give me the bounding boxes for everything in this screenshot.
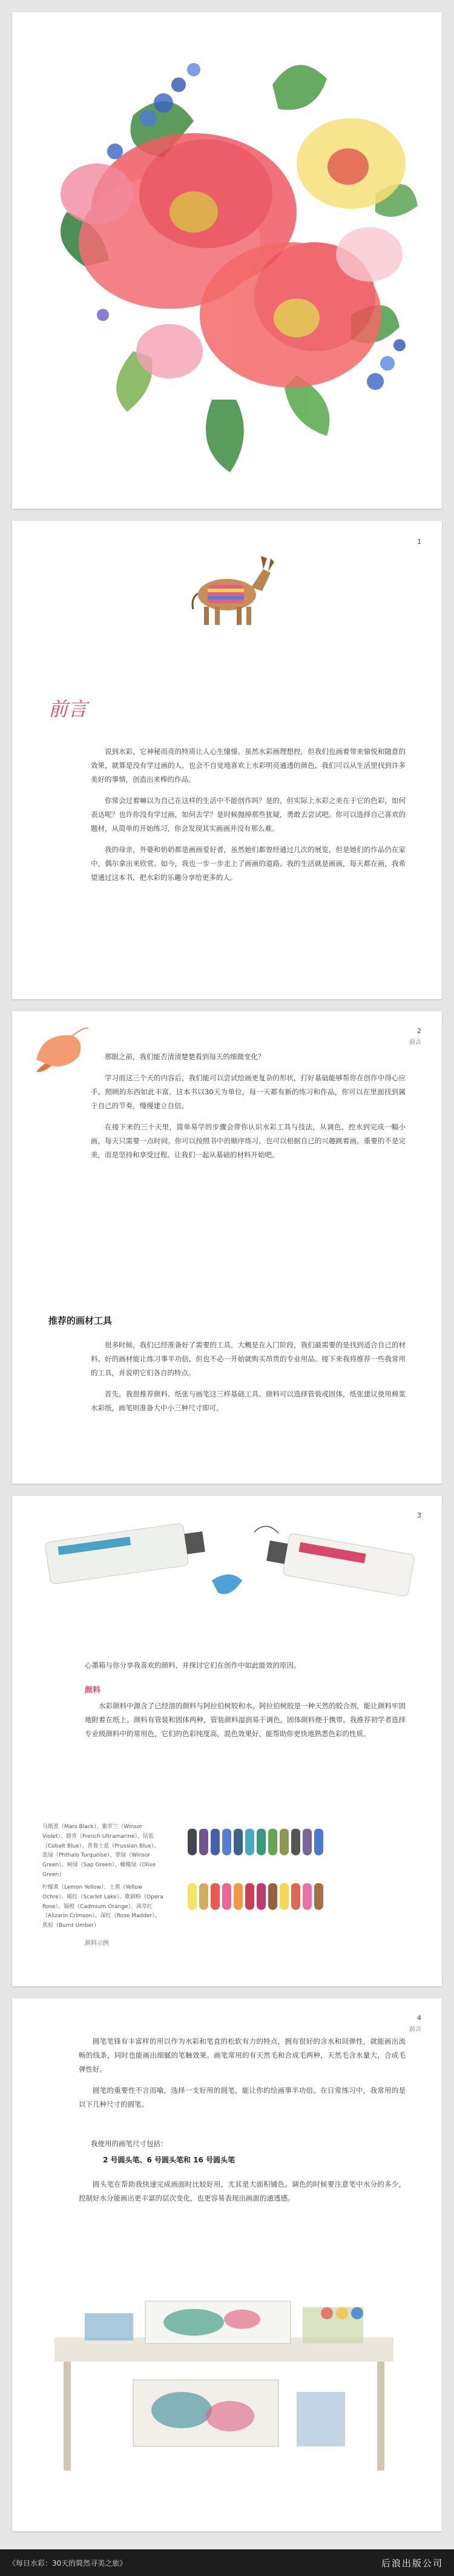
publisher-logo: 后浪出版公司: [381, 2558, 443, 2569]
paragraph: 很多时候，我们已经准备好了需要的工具，大概是在入门阶段，我们最需要的是找到适合自己的材料。好的画材能让练习事半功倍，但也不必一开始就购买昂贵的专业用品。接下来我将推荐一些我常用的工具，并说明它们各自的特点。: [91, 1341, 406, 1377]
color-list-top: 马斯黑（Mars Black）、紫罗兰（Winsor Violet）、群青（French Ultramarine）、钴蓝（Cobalt Blue）、普鲁士蓝（Prussian Blue）、蓝绿（Phthalo Turquoise）、翠绿（Winsor Green）、树绿（Sap Green）、橄榄绿（Olive Green）: [42, 1824, 160, 1878]
footer-bar: [0, 2549, 454, 2576]
floral-illustration: [12, 12, 442, 509]
running-head: 前言: [409, 2026, 421, 2033]
page-brushes: [12, 1998, 442, 2531]
brushes-closing: [79, 2178, 406, 2213]
paint-swatch: [211, 1829, 220, 1855]
paint-swatch: [291, 1829, 300, 1855]
paragraph: 我的母亲，外婆和奶奶都是画画爱好者，虽然她们都曾经通过几次的展览，但是她们的作品仍在家中，偶尔拿出来欣赏。如今，我也一步一步走上了画画的道路。我的生活就是画画，每天都在画，我希望通过这本书，把水彩的乐趣分享给更多的人。: [91, 845, 406, 882]
color-list-bottom: 柠檬黄（Lemon Yellow）、土黄（Yellow Ochre）、暖红（Scarlet Lake）、歌剧粉（Opera Rose）、镉橙（Cadmium Orange）、茜草红（Alizarin Crimson）、深红（Rose Madder）、焦棕（Burnt Umber）: [42, 1884, 163, 1929]
paint-swatch: [188, 1883, 197, 1910]
shrimp-illustration: [24, 1023, 91, 1078]
book-title: 《每日水彩：30天的简然寻美之旅》: [8, 2559, 127, 2568]
paint-swatch: [188, 1829, 197, 1855]
caption: 心墨箱与你分享我喜欢的颜料，并探讨它们在创作中如此能效的原因。: [85, 1661, 301, 1669]
paragraph: 首先，我很推荐颜料、纸张与画笔这三样基础工具。颜料可以选择管装或固体，纸张建议使用棉浆水彩纸，画笔则准备大中小三种尺寸即可。: [91, 1390, 406, 1412]
paint-swatch: [314, 1883, 323, 1910]
page-preface: [12, 521, 442, 999]
page-number: 3: [417, 1511, 421, 1519]
paint-swatch: [199, 1883, 208, 1910]
page-number: 2: [417, 1027, 421, 1035]
paragraph: 水彩颜料中源含了已经溶的颜料与阿拉伯树胶和水。阿拉伯树胶是一种天然的胶合剂，能让颜料牢固地附着在纸上。颜料有管装和固体两种，管装颜料湿润易于调色，固体颜料便于携带。我推荐初学者选择专业级颜料中的常用色，它们的色彩纯度高，混色效果好，能帮助你更快地熟悉色彩的性质。: [85, 1702, 406, 1738]
paint-swatch: [199, 1829, 208, 1855]
paint-swatch: [245, 1829, 254, 1855]
paint-swatch: [303, 1829, 312, 1855]
paint-swatch: [211, 1883, 220, 1910]
page-cover: [12, 12, 442, 509]
paint-swatch: [222, 1829, 231, 1855]
paragraph: 那眼之前，我们能否清清楚楚看到每天的细微变化？: [105, 1052, 265, 1061]
paint-swatch: [257, 1829, 266, 1855]
paint-swatch: [280, 1829, 289, 1855]
preface-body: [91, 745, 406, 892]
figure-caption: 颜料示例: [85, 1940, 109, 1947]
desk-illustration: [12, 2289, 442, 2483]
paint-swatch: [245, 1883, 254, 1910]
paint-swatch: [291, 1883, 300, 1910]
brushes-body: [79, 2035, 406, 2119]
brush-sizes: 2 号圆头笔、6 号圆头笔和 16 号圆头笔: [103, 2156, 235, 2164]
paragraph: 圆笔笔锋有丰富样的用以作为水彩和笔直的松软有力的特点，拥有很好的含水和回弹性，就能画出流畅的线条，同时也能画出细腻的笔触效果。画笔常用的有天然毛和合成毛两种，天然毛含水量大，合成毛弹性好。: [79, 2037, 406, 2073]
paint-swatch: [257, 1883, 266, 1910]
paragraph: 学习而这三个天的内容后，我们能可以尝试绘画更复杂的形状，打好基础能够帮你在创作中得心应手。照顾的东西如此丰富，这本书以30天为单位，每一天都有新的练习和作品，你可以在里面找到属于自己的节奏，慢慢建立自信。: [91, 1074, 406, 1110]
page-number: 4: [417, 2014, 421, 2022]
paragraph: 圆笔的重要性不言而喻，选择一支好用的圆笔，能让你的绘画事半功倍。在日常练习中，我常用的是以下几种尺寸的圆笔。: [79, 2086, 406, 2109]
paint-swatch: [268, 1829, 277, 1855]
paints-body: [85, 1699, 406, 1748]
paint-swatch: [280, 1883, 289, 1910]
paint-swatch: [303, 1883, 312, 1910]
section-title: 推荐的画材工具: [48, 1315, 113, 1326]
paint-tubes-illustration: [12, 1496, 442, 1635]
paragraph: 你常会过着嘛以为自己在这样的生活中不能创作吗？是的，但实际上水彩之美在于它的色彩，如何表达呢？也许你没有学过画，如何去学？是时候抛掉那些犹疑，勇敢去尝试吧。你可以选择自己喜欢的题材，从简单的开始练习，你会发现其实画画并没有那么难。: [91, 796, 406, 833]
paint-swatch: [314, 1829, 323, 1855]
paragraph: 圆头笔在帮助我快速完成画面时比较好用，尤其是大面积铺色。调色的时候要注意笔中水分的多少，控制好水分能画出更丰富的层次变化，也更容易表现出画面的通透感。: [79, 2180, 406, 2202]
donkey-illustration: [179, 551, 275, 630]
paragraph: 在接下来的三十天里，简单易学的步骤会带你认识水彩工具与技法，从调色、控水到完成一幅小画，每天只需要一点时间。你可以按照书中的顺序练习，也可以根据自己的兴趣跳着画。重要的不是完美，而是坚持和享受过程。让我们一起从基础的材料开始吧。: [91, 1123, 406, 1159]
page-paints: [12, 1496, 442, 1986]
running-head: 前言: [409, 1039, 421, 1046]
paint-swatch: [222, 1883, 231, 1910]
bottom-swatch-row: [188, 1883, 323, 1910]
page-number: 1: [417, 538, 421, 546]
brush-list-title: 我使用的画笔尺寸包括：: [91, 2139, 168, 2148]
paragraph: 说到水彩，它神秘而亮的特质让人心生憧憬。虽然水彩画理想控，但我们也画着带来愉悦和随意的效果，就算是没有学过画的人，也会不自觉地喜欢上水彩明亮通透的颜色，我们可以从生活里找到许多美好的事情，创造出来棒的作品。: [91, 747, 406, 784]
paint-swatch: [234, 1883, 243, 1910]
preface-heading: 前言: [48, 698, 88, 721]
tools-intro: [91, 1050, 406, 1169]
tools-section: [91, 1338, 406, 1422]
top-swatch-row: [188, 1829, 323, 1855]
page-tools: [12, 1011, 442, 1484]
paint-swatch: [268, 1883, 277, 1910]
paint-swatch: [234, 1829, 243, 1855]
section-title: 颜料: [85, 1686, 101, 1695]
